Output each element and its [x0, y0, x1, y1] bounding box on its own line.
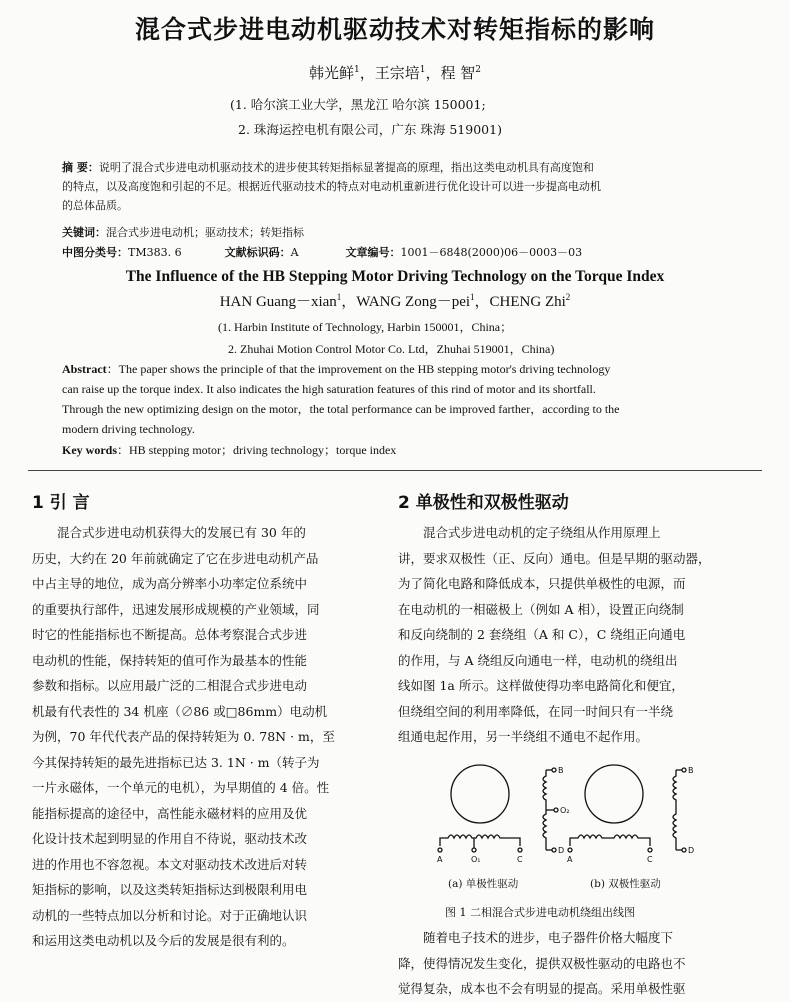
- keywords-cn-label: 关键词：: [62, 226, 106, 239]
- body-line: 降，使得情况发生变化，提供双极性驱动的电路也不: [398, 955, 686, 971]
- english-abstract: [62, 359, 728, 439]
- body-line: 时它的性能指标也不断提高。总体考察混合式步进: [32, 627, 308, 642]
- body-line: 混合式步进电动机的定子绕组从作用原理上: [423, 525, 661, 540]
- terminal-c-a: [518, 848, 522, 852]
- body-line: 为例，70 年代代表产品的保持转矩为 0. 78N · m，至: [32, 729, 335, 744]
- body-line: 线如图 1a 所示。这样做使得功率电路简化和便宜，: [398, 678, 684, 693]
- body-line: 和运用这类电动机以及今后的发展是很有利的。: [32, 933, 295, 948]
- clc-value: TM383. 6: [128, 246, 182, 259]
- clc-label: 中图分类号：: [62, 246, 128, 259]
- label-b-a: B: [558, 766, 564, 775]
- english-abstract-line: modern driving technology.: [62, 422, 195, 436]
- label-a-b: A: [567, 855, 573, 864]
- section-1-body: [32, 520, 372, 954]
- english-author-name: CHENG Zhi: [489, 294, 566, 310]
- author-affil-mark: 1: [336, 292, 342, 302]
- english-abstract-line: Through the new optimizing design on the motor，the total performance can be improved farther，according to the: [62, 402, 620, 416]
- section-2-heading: 2 单极性和双极性驱动: [398, 493, 569, 513]
- body-line: 混合式步进电动机获得大的发展已有 30 年的: [57, 525, 306, 540]
- label-d-a: D: [558, 846, 565, 855]
- author-affil-mark: 1: [419, 65, 426, 75]
- winding-bd-b: [673, 770, 676, 850]
- terminal-a-b: [568, 848, 572, 852]
- author-separator: ，: [474, 294, 490, 310]
- body-line: 化设计技术起到明显的作用自不待说，驱动技术改: [32, 831, 308, 846]
- author-name: 王宗培: [374, 64, 420, 82]
- section-1-heading: 1 引 言: [32, 493, 90, 513]
- body-line: 进的作用也不容忽视。本文对驱动技术改进后对转: [32, 856, 308, 872]
- english-affiliation-line: (1. Harbin Institute of Technology, Harbin 150001，China；: [218, 320, 513, 334]
- rotor-circle-a: [451, 765, 509, 823]
- figure-1-caption: 图 1 二相混合式步进电动机绕组出线图: [445, 906, 635, 919]
- figure-1a-unipolar: [438, 765, 558, 852]
- terminal-b-b: [682, 768, 686, 772]
- winding-bd-a: [543, 770, 546, 850]
- label-c-a: C: [517, 855, 523, 864]
- body-line: 为了简化电路和降低成本，只提供单极性的电源，而: [398, 576, 686, 591]
- label-c-b: C: [647, 855, 653, 864]
- body-line: 一片永磁体，一个单元的电机），为早期值的 4 倍。性: [32, 780, 330, 795]
- terminal-o2: [554, 808, 558, 812]
- body-line: 动机的一些特点加以分析和讨论。对于正确地认识: [32, 907, 308, 923]
- author-affil-mark: 1: [470, 292, 475, 302]
- author-separator: ，: [359, 64, 375, 82]
- doc-code-label: 文献标识码：: [224, 246, 291, 259]
- abstract-cn-line: 的总体品质。: [62, 199, 128, 212]
- author-affil-mark: 2: [475, 65, 482, 75]
- body-line: 中占主导的地位，成为高分辨率小功率定位系统中: [32, 576, 308, 591]
- author-separator: ，: [341, 294, 357, 310]
- body-line: 组通电起作用，另一半绕组不通电不起作用。: [398, 729, 649, 744]
- author-name: 韩光鲜: [308, 64, 354, 82]
- author-affil-mark: 2: [565, 292, 571, 302]
- english-abstract-line: can raise up the torque index. It also indicates the high saturation features of this rind of motor and its shortfall.: [62, 382, 596, 396]
- body-line: 电动机的性能，保持转矩的值可作为最基本的性能: [32, 652, 308, 668]
- body-line: 觉得复杂，成本也不会有明显的提高。采用单极性驱: [398, 981, 686, 996]
- body-line: 的作用，与 A 绕组反向通电一样，电动机的绕组出: [398, 652, 678, 668]
- article-id-value: 1001－6848(2000)06－0003－03: [400, 246, 583, 259]
- label-b-b: B: [688, 766, 694, 775]
- label-a-a: A: [437, 855, 443, 864]
- english-abstract-label: Abstract: [62, 362, 107, 376]
- abstract-cn-line: 的特点，以及高度饱和引起的不足。根据近代驱动技术的特点对电动机重新进行优化设计可以进一步提高电动机: [62, 180, 601, 193]
- english-keywords-text: ：HB stepping motor；driving technology；torque index: [117, 443, 397, 457]
- body-line: 矩指标的影响，以及这类转矩指标达到极限利用电: [32, 882, 308, 897]
- english-keywords-label: Key words: [62, 443, 117, 457]
- terminal-o1: [472, 848, 476, 852]
- winding-ac-a: [440, 835, 520, 846]
- body-line: 随着电子技术的进步，电子器件价格大幅度下: [423, 930, 674, 945]
- english-title: The Influence of the HB Stepping Motor Driving Technology on the Torque Index: [125, 268, 665, 285]
- body-line: 和反向绕制的 2 套绕组（A 和 C），C 绕组正向通电: [398, 627, 686, 642]
- abstract-cn-line: 说明了混合式步进电动机驱动技术的进步使其转矩指标显著提高的原理，指出这类电动机具有高度饱和: [98, 161, 594, 174]
- rotor-circle-b: [585, 765, 643, 823]
- body-line: 机最有代表性的 34 机座（∅86 或□86mm）电动机: [32, 703, 328, 719]
- label-o2: O₂: [560, 806, 570, 815]
- label-o1: O₁: [471, 855, 481, 864]
- affiliation-line: 2. 珠海运控电机有限公司，广东 珠海 519001): [238, 122, 502, 137]
- author-separator: ，: [425, 64, 441, 82]
- author-list: [0, 62, 790, 83]
- english-abstract-line: ：The paper shows the principle of that the improvement on the HB stepping motor's driving technology: [106, 362, 611, 376]
- body-line: 在电动机的一相磁极上（例如 A 相），设置正向绕制: [398, 601, 684, 617]
- figure-1b-bipolar: [568, 765, 686, 852]
- body-line: 能指标提高的途径中，高性能永磁材料的应用及优: [32, 805, 308, 821]
- body-line: 参数和指标。以应用最广泛的二相混合式步进电动: [32, 678, 308, 693]
- figure-1b-caption: (b) 双极性驱动: [590, 878, 661, 890]
- article-id-label: 文章编号：: [345, 246, 401, 259]
- terminal-d-a: [552, 848, 556, 852]
- keywords-cn: [62, 223, 722, 242]
- paper-title: 混合式步进电动机驱动技术对转矩指标的影响: [134, 15, 655, 44]
- author-name: 程 智: [440, 64, 476, 82]
- terminal-a-a: [438, 848, 442, 852]
- english-author-list: [0, 290, 790, 311]
- label-d-b: D: [688, 846, 695, 855]
- doc-code-value: A: [290, 246, 299, 259]
- body-line: 的重要执行部件，迅速发展形成规模的产业领域，同: [32, 601, 320, 617]
- body-line: 讲，要求双极性（正、反向）通电。但是早期的驱动器，: [398, 550, 711, 566]
- body-line: 历史，大约在 20 年前就确定了它在步进电动机产品: [32, 550, 319, 566]
- terminal-d-b: [682, 848, 686, 852]
- english-author-name: WANG Zong－pei: [356, 294, 471, 310]
- body-line: 但绕组空间的利用率降低，在同一时间只有一半绕: [398, 703, 674, 719]
- affiliation-line: (1. 哈尔滨工业大学，黑龙江 哈尔滨 150001;: [230, 97, 486, 112]
- english-keywords: [62, 440, 728, 460]
- abstract-cn: [62, 158, 722, 215]
- body-line: 今其保持转矩的最先进指标已达 3. 1N · m（转子为: [32, 754, 320, 770]
- section-2-body: [398, 520, 760, 750]
- abstract-cn-label: 摘 要：: [62, 161, 99, 174]
- classification-line: [62, 244, 722, 260]
- section-2-continued: [398, 925, 760, 1002]
- author-affil-mark: 1: [353, 65, 360, 75]
- figure-1a-caption: (a) 单极性驱动: [448, 878, 519, 890]
- terminal-b-a: [552, 768, 556, 772]
- figure-1-diagram: [418, 762, 718, 872]
- terminal-c-b: [648, 848, 652, 852]
- keywords-cn-text: 混合式步进电动机；驱动技术；转矩指标: [106, 226, 304, 239]
- english-affiliation-line: 2. Zhuhai Motion Control Motor Co. Ltd，Zhuhai 519001，China): [228, 342, 555, 356]
- winding-ac-b: [570, 835, 650, 846]
- english-author-name: HAN Guang－xian: [219, 294, 337, 310]
- section-divider: [28, 470, 762, 471]
